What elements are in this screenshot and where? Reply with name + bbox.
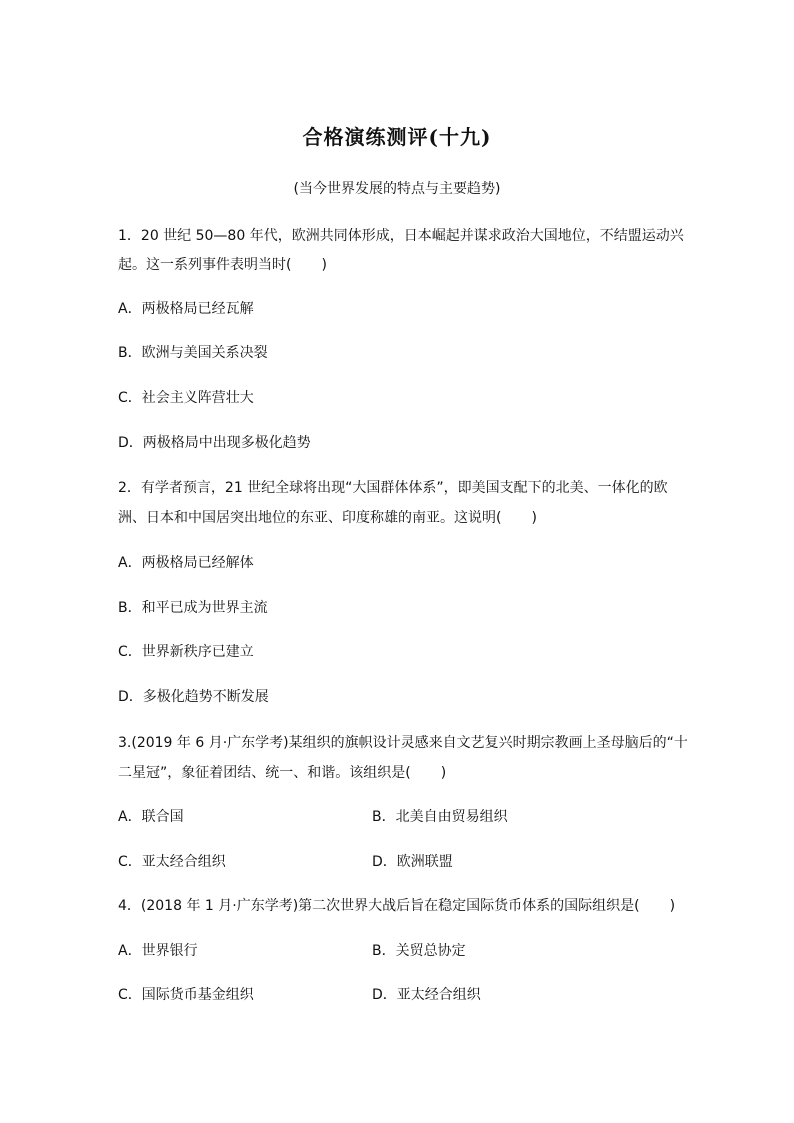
question-2-option-c: C．世界新秩序已建立: [118, 644, 254, 660]
question-3-option-c: C．亚太经合组织: [118, 854, 226, 870]
question-1-stem-line1: 1．20 世纪 50—80 年代，欧洲共同体形成，日本崛起并谋求政治大国地位，不结盟运动兴: [118, 228, 684, 244]
question-3-option-d: D．欧洲联盟: [372, 854, 453, 870]
question-2-stem-text: 洲、日本和中国居突出地位的东亚、印度称雄的南亚。这说明(: [118, 510, 502, 526]
question-3-stem-close: ): [440, 765, 447, 781]
question-4-stem-line1: [118, 896, 675, 916]
question-4-option-d: D．亚太经合组织: [372, 987, 481, 1003]
question-4-option-a: A．世界银行: [118, 943, 198, 959]
question-2-option-d: D．多极化趋势不断发展: [118, 689, 269, 705]
question-1-stem-close: ): [321, 257, 327, 273]
question-1-option-d: D．两极格局中出现多极化趋势: [118, 435, 311, 451]
question-4-option-c: C．国际货币基金组织: [118, 987, 254, 1003]
question-2-stem-close: ): [531, 510, 537, 526]
question-2-stem-line2: [118, 508, 537, 528]
question-4-stem-text: 4．(2018 年 1 月·广东学考)第二次世界大战后旨在稳定国际货币体系的国际组织是(: [118, 898, 640, 914]
question-4-option-b: B．关贸总协定: [372, 943, 466, 959]
question-1-option-c: C．社会主义阵营壮大: [118, 390, 254, 406]
question-2-stem-line1: 2．有学者预言，21 世纪全球将出现“大国群体体系”，即美国支配下的北美、一体化的欧: [118, 480, 668, 496]
question-1-stem-text: 起。这一系列事件表明当时(: [118, 257, 292, 273]
question-3-stem-line1: 3.(2019 年 6 月·广东学考)某组织的旗帜设计灵感来自文艺复兴时期宗教画上圣母脑后的“十: [118, 735, 688, 751]
question-1-option-a: A．两极格局已经瓦解: [118, 301, 254, 317]
page-subtitle: (当今世界发展的特点与主要趋势): [293, 181, 501, 197]
question-3-option-b: B．北美自由贸易组织: [372, 809, 508, 825]
page-title: 合格演练测评(十九): [302, 125, 492, 149]
question-2-option-b: B．和平已成为世界主流: [118, 600, 268, 616]
question-3-option-a: A．联合国: [118, 809, 184, 825]
question-4-stem-close: ): [669, 898, 676, 914]
question-3-stem-line2: [118, 763, 446, 783]
question-3-stem-text: 二星冠”，象征着团结、统一、和谐。该组织是(: [118, 765, 411, 781]
question-1-stem-line2: [118, 255, 327, 275]
question-2-option-a: A．两极格局已经解体: [118, 555, 254, 571]
question-1-option-b: B．欧洲与美国关系决裂: [118, 345, 268, 361]
